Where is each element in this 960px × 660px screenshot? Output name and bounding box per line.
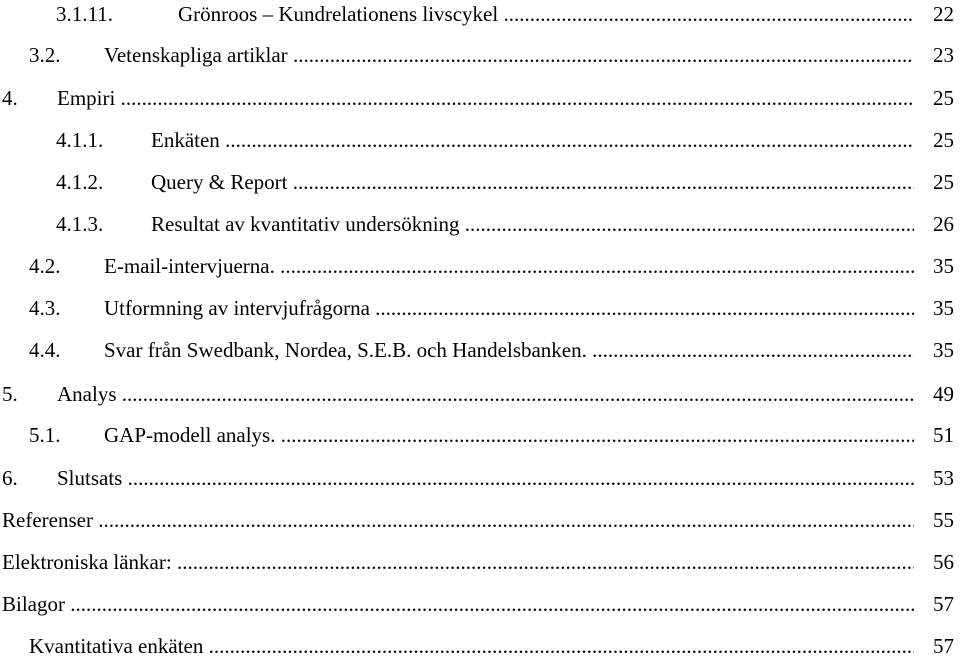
toc-entry-page: 55: [916, 506, 954, 534]
toc-entry[interactable]: [0, 168, 960, 196]
toc-entry-page: 25: [916, 168, 954, 196]
toc-entry-title: GAP-modell analys. .....: [104, 421, 914, 449]
toc-entry-page: 35: [916, 336, 954, 364]
toc-entry[interactable]: [0, 41, 960, 69]
toc-entry-page: 26: [916, 210, 954, 238]
toc-entry-title: Slutsats .....: [57, 464, 914, 492]
toc-entry[interactable]: [0, 252, 960, 280]
toc-entry[interactable]: [0, 294, 960, 322]
toc-entry-number: 4.2.: [29, 254, 61, 278]
toc-entry-number: 4.4.: [29, 338, 61, 362]
toc-entry-title: Grönroos – Kundrelationens livscykel .....: [178, 0, 914, 28]
toc-entry[interactable]: [0, 336, 960, 364]
toc-entry[interactable]: [0, 632, 960, 660]
toc-entry[interactable]: [0, 0, 960, 28]
toc-entry-number: 4.1.3.: [56, 212, 104, 236]
toc-entry[interactable]: [0, 84, 960, 112]
toc-entry-number: 5.: [2, 382, 18, 406]
toc-entry-page: 57: [916, 632, 954, 660]
toc-entry-title: Vetenskapliga artiklar .....: [104, 41, 914, 69]
toc-entry-number: 4.: [2, 86, 18, 110]
toc-entry-number: 3.1.11.: [56, 2, 113, 26]
toc-entry-title: Svar från Swedbank, Nordea, S.E.B. och Handelsbanken. .....: [104, 336, 914, 364]
toc-entry-number: 5.1.: [29, 423, 61, 447]
toc-entry-page: 57: [916, 590, 954, 618]
toc-entry-title: E-mail-intervjuerna. .....: [104, 252, 914, 280]
toc-entry-number: 4.3.: [29, 296, 61, 320]
toc-entry-page: 35: [916, 294, 954, 322]
toc-entry-page: 51: [916, 421, 954, 449]
toc-entry-title: Resultat av kvantitativ undersökning .....: [151, 210, 914, 238]
toc-entry-title: Enkäten .....: [151, 126, 914, 154]
toc-entry-page: 53: [916, 464, 954, 492]
toc-entry-page: 23: [916, 41, 954, 69]
toc-entry-title: Kvantitativa enkäten .....: [29, 632, 914, 660]
toc-entry-title: Analys .....: [57, 380, 914, 408]
toc-entry-title: Query & Report .....: [151, 168, 914, 196]
toc-entry[interactable]: [0, 590, 960, 618]
toc-entry-page: 25: [916, 126, 954, 154]
toc-entry-number: 6.: [2, 466, 18, 490]
toc-entry[interactable]: [0, 126, 960, 154]
toc-entry-title: Utformning av intervjufrågorna .....: [104, 294, 914, 322]
toc-entry[interactable]: [0, 548, 960, 576]
toc-entry-title: Empiri .....: [57, 84, 914, 112]
toc-entry-title: Elektroniska länkar: .....: [2, 548, 914, 576]
toc-entry-number: 4.1.2.: [56, 170, 104, 194]
toc-entry-title: Referenser .....: [2, 506, 914, 534]
toc-entry-page: 49: [916, 380, 954, 408]
toc-entry[interactable]: [0, 210, 960, 238]
toc-entry[interactable]: [0, 421, 960, 449]
toc-entry[interactable]: [0, 464, 960, 492]
toc-entry-number: 3.2.: [29, 43, 61, 67]
toc-entry-title: Bilagor .....: [2, 590, 914, 618]
toc-entry[interactable]: [0, 380, 960, 408]
toc-entry[interactable]: [0, 506, 960, 534]
toc-entry-page: 56: [916, 548, 954, 576]
toc-entry-number: 4.1.1.: [56, 128, 104, 152]
toc-entry-page: 25: [916, 84, 954, 112]
toc-entry-page: 35: [916, 252, 954, 280]
toc-entry-page: 22: [916, 0, 954, 28]
